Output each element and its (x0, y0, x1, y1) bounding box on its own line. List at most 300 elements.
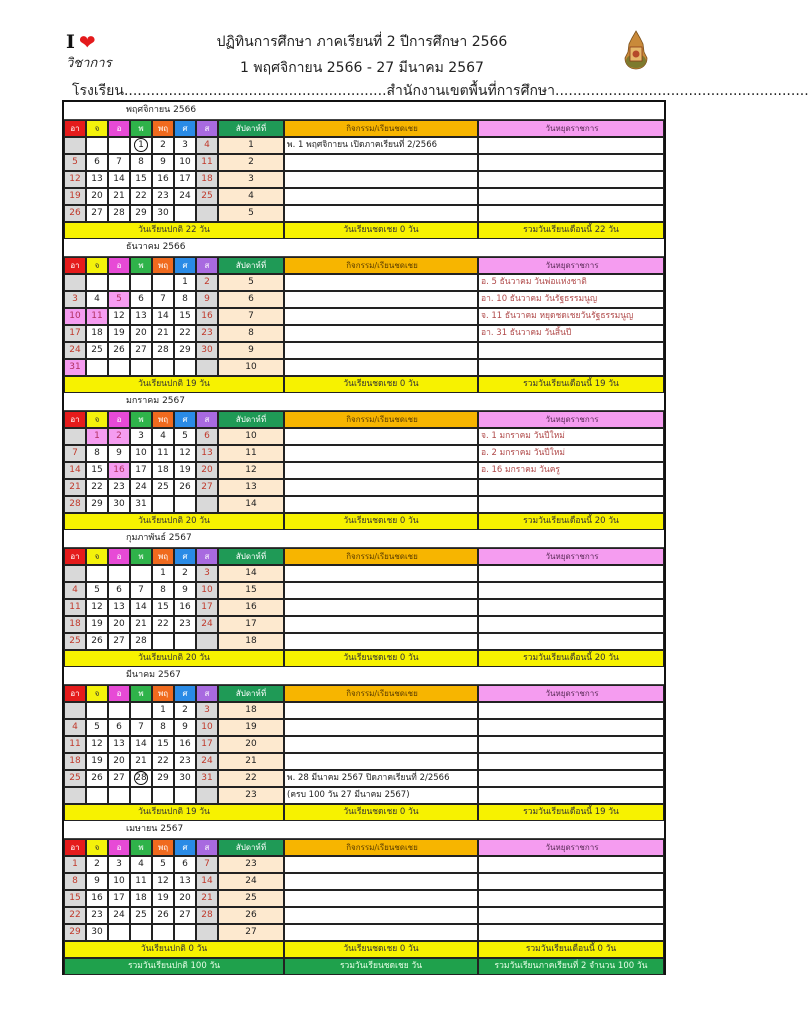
activity-cell (284, 907, 478, 924)
day-cell[interactable]: 11 (130, 873, 152, 890)
day-cell[interactable]: 11 (196, 154, 218, 171)
week-number: 19 (218, 719, 284, 736)
day-cell[interactable]: 22 (64, 907, 86, 924)
day-cell[interactable]: 3 (130, 428, 152, 445)
day-header-mon: จ (86, 120, 108, 137)
holiday-header: วันหยุดราชการ (478, 685, 664, 702)
day-cell[interactable]: 7 (152, 291, 174, 308)
activity-cell (284, 890, 478, 907)
day-cell[interactable]: 17 (196, 736, 218, 753)
holiday-cell (478, 770, 664, 787)
month-total-summary: รวมวันเรียนเดือนนี้ 22 วัน (478, 222, 664, 239)
day-cell[interactable]: 18 (130, 890, 152, 907)
day-cell[interactable]: 28 (130, 633, 152, 650)
day-header-sun: อา (64, 411, 86, 428)
heart-icon: ❤ (78, 30, 96, 54)
semester-total-days: รวมวันเรียนภาคเรียนที่ 2 จำนวน 100 วัน (478, 958, 664, 975)
week-row (64, 856, 664, 873)
total-regular-days: รวมวันเรียนปกติ 100 วัน (64, 958, 284, 975)
holiday-cell (478, 736, 664, 753)
week-number: 1 (218, 137, 284, 154)
day-cell[interactable]: 12 (152, 873, 174, 890)
week-row (64, 359, 664, 376)
day-cell[interactable]: 10 (196, 582, 218, 599)
day-cell[interactable]: 11 (64, 736, 86, 753)
activity-header: กิจกรรม/เรียนชดเชย (284, 120, 478, 137)
day-cell[interactable]: 18 (64, 616, 86, 633)
day-cell[interactable]: 24 (174, 188, 196, 205)
day-cell[interactable]: 17 (130, 462, 152, 479)
day-cell[interactable]: 13 (86, 171, 108, 188)
day-cell[interactable]: 13 (108, 736, 130, 753)
day-cell[interactable]: 2 (174, 702, 196, 719)
day-cell[interactable]: 12 (86, 736, 108, 753)
day-cell[interactable]: 4 (152, 428, 174, 445)
day-cell[interactable]: 8 (130, 154, 152, 171)
day-cell[interactable]: 16 (174, 736, 196, 753)
day-cell (130, 787, 152, 804)
day-cell (64, 702, 86, 719)
activity-cell (284, 359, 478, 376)
day-cell (64, 565, 86, 582)
day-header-sat: ส (196, 120, 218, 137)
day-cell[interactable]: 15 (152, 599, 174, 616)
activity-cell (284, 719, 478, 736)
day-cell (174, 359, 196, 376)
day-header-fri: ศ (174, 685, 196, 702)
day-cell[interactable]: 26 (64, 205, 86, 222)
day-header-thu: พฤ (152, 257, 174, 274)
day-cell[interactable]: 24 (196, 616, 218, 633)
day-cell[interactable]: 24 (130, 479, 152, 496)
day-cell[interactable]: 23 (108, 479, 130, 496)
day-cell[interactable]: 5 (152, 856, 174, 873)
day-cell[interactable]: 16 (174, 599, 196, 616)
day-cell[interactable]: 11 (152, 445, 174, 462)
column-header-row (64, 839, 664, 856)
day-cell[interactable]: 12 (64, 171, 86, 188)
day-cell[interactable]: 21 (130, 616, 152, 633)
month-total-summary: รวมวันเรียนเดือนนี้ 20 วัน (478, 650, 664, 667)
day-cell (196, 205, 218, 222)
day-cell[interactable]: 10 (130, 445, 152, 462)
activity-cell (284, 428, 478, 445)
makeup-days-summary: วันเรียนชดเชย 0 วัน (284, 804, 478, 821)
week-number: 21 (218, 753, 284, 770)
week-number: 5 (218, 274, 284, 291)
day-cell[interactable]: 23 (86, 907, 108, 924)
day-cell[interactable]: 19 (86, 616, 108, 633)
month-section (64, 393, 664, 530)
activity-cell (284, 633, 478, 650)
day-cell (86, 274, 108, 291)
holiday-cell: จ. 1 มกราคม วันปีใหม่ (478, 428, 664, 445)
day-cell[interactable]: 20 (174, 890, 196, 907)
day-cell[interactable]: 4 (86, 291, 108, 308)
week-row (64, 205, 664, 222)
day-cell[interactable]: 15 (130, 171, 152, 188)
day-cell[interactable]: 28 (196, 907, 218, 924)
month-summary-row (64, 513, 664, 530)
activity-cell (284, 496, 478, 513)
day-cell[interactable]: 20 (108, 753, 130, 770)
day-cell[interactable]: 8 (64, 873, 86, 890)
day-cell[interactable]: 9 (152, 154, 174, 171)
day-cell[interactable]: 17 (196, 599, 218, 616)
day-cell[interactable]: 19 (86, 753, 108, 770)
day-cell[interactable]: 26 (108, 342, 130, 359)
day-cell[interactable]: 31 (64, 359, 86, 376)
activity-cell (284, 188, 478, 205)
day-cell[interactable]: 8 (152, 582, 174, 599)
holiday-cell: อา. 10 ธันวาคม วันรัฐธรรมนูญ (478, 291, 664, 308)
day-cell[interactable]: 2 (86, 856, 108, 873)
week-row (64, 479, 664, 496)
month-summary-row (64, 376, 664, 393)
day-cell[interactable]: 27 (196, 479, 218, 496)
day-cell[interactable]: 3 (64, 291, 86, 308)
day-cell[interactable]: 29 (130, 205, 152, 222)
day-cell[interactable]: 30 (196, 342, 218, 359)
day-header-wed: พ (130, 685, 152, 702)
day-cell[interactable]: 25 (86, 342, 108, 359)
day-cell[interactable]: 1 (152, 702, 174, 719)
day-cell[interactable]: 3 (174, 137, 196, 154)
day-cell[interactable]: 28 (64, 496, 86, 513)
day-cell[interactable]: 11 (64, 599, 86, 616)
day-cell[interactable]: 13 (130, 308, 152, 325)
day-cell[interactable]: 29 (64, 924, 86, 941)
day-cell[interactable]: 13 (108, 599, 130, 616)
day-cell[interactable]: 2 (108, 428, 130, 445)
day-header-tue: อ (108, 411, 130, 428)
day-cell[interactable]: 25 (64, 633, 86, 650)
activity-cell: (ครบ 100 วัน 27 มีนาคม 2567) (284, 787, 478, 804)
regular-days-summary: วันเรียนปกติ 19 วัน (64, 376, 284, 393)
day-cell[interactable]: 14 (152, 308, 174, 325)
column-header-row (64, 685, 664, 702)
day-cell[interactable]: 29 (86, 496, 108, 513)
day-cell[interactable]: 16 (196, 308, 218, 325)
day-cell[interactable]: 5 (108, 291, 130, 308)
day-cell[interactable]: 21 (130, 753, 152, 770)
day-cell[interactable]: 7 (130, 719, 152, 736)
week-number: 2 (218, 154, 284, 171)
day-cell[interactable]: 31 (130, 496, 152, 513)
holiday-cell (478, 582, 664, 599)
day-cell[interactable]: 7 (108, 154, 130, 171)
day-cell[interactable]: 23 (174, 753, 196, 770)
day-cell[interactable]: 15 (152, 736, 174, 753)
day-cell[interactable]: 1 (152, 565, 174, 582)
day-cell[interactable]: 7 (130, 582, 152, 599)
circled-date[interactable]: 28 (135, 773, 147, 783)
week-row (64, 342, 664, 359)
day-cell[interactable]: 23 (152, 188, 174, 205)
day-header-sat: ส (196, 411, 218, 428)
holiday-cell: อ. 5 ธันวาคม วันพ่อแห่งชาติ (478, 274, 664, 291)
day-cell[interactable]: 14 (108, 171, 130, 188)
makeup-days-summary: วันเรียนชดเชย 0 วัน (284, 513, 478, 530)
day-cell[interactable]: 27 (108, 633, 130, 650)
day-cell[interactable]: 27 (174, 907, 196, 924)
day-cell[interactable]: 21 (64, 479, 86, 496)
day-cell[interactable] (130, 137, 152, 154)
day-cell[interactable]: 31 (196, 770, 218, 787)
day-header-mon: จ (86, 257, 108, 274)
holiday-cell (478, 924, 664, 941)
day-cell[interactable]: 7 (196, 856, 218, 873)
week-row (64, 599, 664, 616)
day-cell[interactable]: 23 (174, 616, 196, 633)
day-cell[interactable]: 11 (86, 308, 108, 325)
day-cell[interactable]: 14 (130, 736, 152, 753)
day-cell[interactable]: 5 (174, 428, 196, 445)
month-summary-row (64, 941, 664, 958)
week-number: 27 (218, 924, 284, 941)
day-cell (196, 924, 218, 941)
day-cell[interactable]: 29 (174, 342, 196, 359)
day-cell[interactable]: 8 (174, 291, 196, 308)
day-cell[interactable]: 9 (196, 291, 218, 308)
week-number-header: สัปดาห์ที่ (218, 257, 284, 274)
day-cell[interactable]: 24 (196, 753, 218, 770)
day-cell[interactable]: 26 (86, 633, 108, 650)
day-cell (152, 359, 174, 376)
day-cell[interactable]: 30 (174, 770, 196, 787)
day-cell[interactable]: 14 (196, 873, 218, 890)
activity-cell (284, 856, 478, 873)
day-cell[interactable]: 2 (152, 137, 174, 154)
day-cell[interactable]: 16 (108, 462, 130, 479)
day-cell[interactable]: 6 (108, 582, 130, 599)
week-row (64, 308, 664, 325)
day-cell[interactable]: 6 (108, 719, 130, 736)
day-cell[interactable]: 30 (108, 496, 130, 513)
day-cell (174, 924, 196, 941)
day-cell[interactable]: 22 (130, 188, 152, 205)
day-cell[interactable]: 26 (174, 479, 196, 496)
day-cell[interactable]: 28 (108, 205, 130, 222)
day-cell[interactable]: 22 (152, 616, 174, 633)
day-cell[interactable]: 14 (64, 462, 86, 479)
day-cell[interactable]: 13 (174, 873, 196, 890)
day-header-sat: ส (196, 685, 218, 702)
day-cell[interactable]: 27 (130, 342, 152, 359)
day-cell[interactable]: 2 (196, 274, 218, 291)
circled-date[interactable]: 1 (134, 138, 148, 152)
day-cell[interactable]: 18 (196, 171, 218, 188)
day-cell[interactable]: 10 (196, 719, 218, 736)
day-header-tue: อ (108, 257, 130, 274)
holiday-cell (478, 342, 664, 359)
day-cell[interactable]: 5 (86, 582, 108, 599)
week-number: 26 (218, 907, 284, 924)
holiday-cell (478, 496, 664, 513)
day-cell[interactable]: 7 (64, 445, 86, 462)
activity-cell (284, 924, 478, 941)
day-cell (130, 274, 152, 291)
activity-cell (284, 171, 478, 188)
day-cell[interactable]: 21 (152, 325, 174, 342)
day-cell (196, 359, 218, 376)
day-cell[interactable]: 26 (152, 907, 174, 924)
day-cell[interactable]: 9 (174, 719, 196, 736)
day-cell[interactable]: 18 (86, 325, 108, 342)
day-header-sun: อา (64, 120, 86, 137)
week-row (64, 753, 664, 770)
day-cell[interactable]: 6 (86, 154, 108, 171)
day-cell[interactable]: 4 (64, 719, 86, 736)
week-row (64, 702, 664, 719)
day-cell[interactable]: 25 (64, 770, 86, 787)
holiday-cell (478, 565, 664, 582)
day-cell[interactable]: 25 (152, 479, 174, 496)
day-cell[interactable]: 25 (130, 907, 152, 924)
day-cell[interactable]: 3 (196, 702, 218, 719)
total-makeup-days: รวมวันเรียนชดเชย วัน (284, 958, 478, 975)
day-cell[interactable]: 9 (108, 445, 130, 462)
day-cell (108, 702, 130, 719)
makeup-days-summary: วันเรียนชดเชย 0 วัน (284, 941, 478, 958)
day-cell[interactable]: 10 (174, 154, 196, 171)
regular-days-summary: วันเรียนปกติ 20 วัน (64, 513, 284, 530)
activity-cell (284, 599, 478, 616)
activity-cell (284, 753, 478, 770)
day-cell[interactable]: 27 (108, 770, 130, 787)
day-cell[interactable] (130, 770, 152, 787)
day-cell[interactable]: 21 (108, 188, 130, 205)
day-cell[interactable]: 17 (64, 325, 86, 342)
day-cell[interactable]: 6 (196, 428, 218, 445)
day-cell[interactable]: 14 (130, 599, 152, 616)
day-cell[interactable]: 19 (108, 325, 130, 342)
day-cell[interactable]: 12 (86, 599, 108, 616)
day-cell[interactable]: 26 (86, 770, 108, 787)
day-cell[interactable]: 1 (174, 274, 196, 291)
day-cell[interactable]: 22 (86, 479, 108, 496)
day-cell[interactable]: 19 (64, 188, 86, 205)
day-cell[interactable]: 3 (108, 856, 130, 873)
day-cell[interactable]: 4 (64, 582, 86, 599)
day-cell (174, 633, 196, 650)
activity-cell (284, 274, 478, 291)
day-cell (174, 787, 196, 804)
makeup-days-summary: วันเรียนชดเชย 0 วัน (284, 222, 478, 239)
activity-cell (284, 308, 478, 325)
week-row (64, 445, 664, 462)
day-cell[interactable]: 22 (174, 325, 196, 342)
day-cell[interactable]: 29 (152, 770, 174, 787)
day-cell[interactable]: 19 (174, 462, 196, 479)
day-cell[interactable]: 1 (86, 428, 108, 445)
day-cell[interactable]: 12 (174, 445, 196, 462)
day-cell[interactable]: 20 (108, 616, 130, 633)
day-cell[interactable]: 30 (152, 205, 174, 222)
week-row (64, 924, 664, 941)
holiday-cell (478, 873, 664, 890)
day-cell[interactable]: 10 (108, 873, 130, 890)
month-title: พฤศจิกายน 2566 (64, 102, 664, 120)
day-cell[interactable]: 18 (152, 462, 174, 479)
week-number-header: สัปดาห์ที่ (218, 685, 284, 702)
day-cell[interactable]: 20 (86, 188, 108, 205)
activity-cell (284, 479, 478, 496)
day-cell[interactable]: 24 (64, 342, 86, 359)
day-cell[interactable]: 5 (64, 154, 86, 171)
day-cell[interactable]: 8 (152, 719, 174, 736)
day-cell[interactable]: 1 (64, 856, 86, 873)
day-cell (196, 633, 218, 650)
day-cell[interactable]: 20 (196, 462, 218, 479)
day-cell[interactable]: 18 (64, 753, 86, 770)
day-header-sat: ส (196, 257, 218, 274)
week-number: 7 (218, 308, 284, 325)
day-cell[interactable]: 6 (174, 856, 196, 873)
day-cell[interactable]: 27 (86, 205, 108, 222)
day-cell[interactable]: 12 (108, 308, 130, 325)
day-cell (152, 787, 174, 804)
day-cell[interactable]: 16 (86, 890, 108, 907)
day-cell[interactable]: 25 (196, 188, 218, 205)
day-cell[interactable]: 2 (174, 565, 196, 582)
day-cell[interactable]: 9 (174, 582, 196, 599)
day-cell[interactable]: 15 (64, 890, 86, 907)
month-section (64, 667, 664, 821)
day-cell[interactable]: 15 (174, 308, 196, 325)
day-cell[interactable]: 21 (196, 890, 218, 907)
week-row (64, 565, 664, 582)
holiday-cell (478, 702, 664, 719)
day-cell[interactable]: 28 (152, 342, 174, 359)
day-cell[interactable]: 4 (130, 856, 152, 873)
day-cell[interactable]: 16 (152, 171, 174, 188)
day-cell[interactable]: 8 (86, 445, 108, 462)
activity-cell (284, 205, 478, 222)
day-cell (174, 496, 196, 513)
day-header-wed: พ (130, 120, 152, 137)
week-number-header: สัปดาห์ที่ (218, 411, 284, 428)
day-cell[interactable]: 6 (130, 291, 152, 308)
day-cell[interactable]: 30 (86, 924, 108, 941)
week-number: 14 (218, 496, 284, 513)
day-cell[interactable]: 17 (174, 171, 196, 188)
regular-days-summary: วันเรียนปกติ 22 วัน (64, 222, 284, 239)
month-title: มีนาคม 2567 (64, 667, 664, 685)
month-section (64, 821, 664, 958)
day-cell[interactable]: 4 (196, 137, 218, 154)
holiday-cell (478, 154, 664, 171)
day-cell[interactable]: 23 (196, 325, 218, 342)
month-total-summary: รวมวันเรียนเดือนนี้ 19 วัน (478, 376, 664, 393)
day-cell[interactable]: 5 (86, 719, 108, 736)
day-cell (86, 565, 108, 582)
day-cell[interactable]: 20 (130, 325, 152, 342)
day-cell[interactable]: 9 (86, 873, 108, 890)
activity-cell (284, 616, 478, 633)
day-cell[interactable]: 3 (196, 565, 218, 582)
day-cell[interactable]: 15 (86, 462, 108, 479)
day-cell (196, 496, 218, 513)
regular-days-summary: วันเรียนปกติ 20 วัน (64, 650, 284, 667)
day-cell[interactable]: 19 (152, 890, 174, 907)
day-cell[interactable]: 17 (108, 890, 130, 907)
day-cell[interactable]: 13 (196, 445, 218, 462)
day-cell[interactable]: 22 (152, 753, 174, 770)
day-cell[interactable]: 24 (108, 907, 130, 924)
activity-cell (284, 582, 478, 599)
day-cell[interactable]: 10 (64, 308, 86, 325)
